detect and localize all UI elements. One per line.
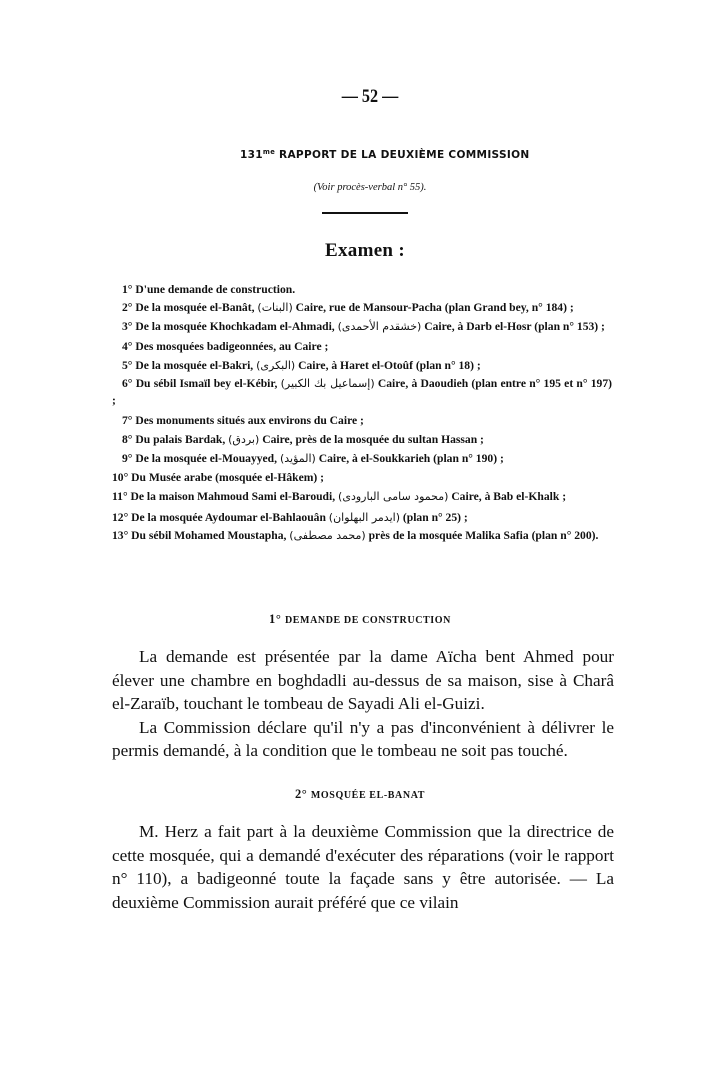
agenda-item bbox=[112, 527, 612, 544]
item-arabic-name: (ايدمر البهلوان) bbox=[328, 511, 400, 524]
item-text: De la mosquée el-Mouayyed, bbox=[135, 452, 278, 465]
item-location: Caire, à Daoudieh (plan entre n° 195 et n° 197) ; bbox=[112, 377, 612, 407]
item-location: (plan n° 25) ; bbox=[402, 511, 468, 524]
item-arabic-name: (إسماعيل بك الكبير) bbox=[280, 377, 375, 390]
agenda-item bbox=[112, 411, 612, 430]
item-arabic-name: (البكرى) bbox=[256, 359, 296, 372]
divider-rule bbox=[322, 212, 408, 214]
agenda-item bbox=[112, 449, 612, 468]
item-arabic-name: (محمد مصطفى) bbox=[289, 529, 366, 542]
item-text: Des monuments situés aux environs du Caire ; bbox=[135, 414, 364, 427]
report-number-suffix: me bbox=[262, 148, 276, 156]
agenda-item bbox=[112, 430, 612, 449]
item-number: 5° bbox=[122, 359, 133, 372]
paragraph: La demande est présentée par la dame Aïcha bent Ahmed pour élever une chambre en boghdadli au-dessus de sa maison, sise à Charâ el-Zaraïb, touchant le tombeau de Sayadi Ali el-Guizi. bbox=[112, 647, 614, 713]
examen-heading: Examen : bbox=[325, 240, 405, 261]
item-text: Des mosquées badigeonnées, au Caire ; bbox=[135, 340, 329, 353]
section-heading bbox=[0, 612, 720, 627]
item-number: 7° bbox=[122, 414, 133, 427]
item-location: Caire, à el-Soukkarieh (plan n° 190) ; bbox=[318, 452, 504, 465]
item-text: De la maison Mahmoud Sami el-Baroudi, bbox=[130, 490, 336, 503]
item-number: 4° bbox=[122, 340, 133, 353]
item-number: 6° bbox=[122, 377, 133, 390]
report-title-text: RAPPORT DE LA DEUXIÈME COMMISSION bbox=[275, 148, 530, 161]
agenda-item bbox=[112, 280, 612, 299]
item-number: 8° bbox=[122, 433, 133, 446]
item-text: De la mosquée Aydoumar el-Bahlaouân bbox=[131, 511, 326, 524]
item-text: Du sébil Mohamed Moustapha, bbox=[131, 529, 287, 542]
agenda-item bbox=[112, 337, 612, 356]
item-number: 13° bbox=[112, 529, 129, 542]
agenda-item bbox=[112, 356, 612, 375]
section-body bbox=[112, 645, 614, 763]
item-location: Caire, à Haret el-Otoûf (plan n° 18) ; bbox=[298, 359, 481, 372]
section-title: DEMANDE DE CONSTRUCTION bbox=[284, 615, 451, 626]
item-number: 10° bbox=[112, 471, 129, 484]
item-text: De la mosquée el-Banât, bbox=[135, 301, 255, 314]
item-text: De la mosquée Khochkadam el-Ahmadi, bbox=[135, 320, 335, 333]
agenda-item bbox=[112, 487, 612, 506]
agenda-item bbox=[112, 299, 612, 316]
item-location: Caire, à Darb el-Hosr (plan n° 153) ; bbox=[424, 320, 605, 333]
report-title bbox=[240, 148, 530, 161]
paragraph: M. Herz a fait part à la deuxième Commission que la directrice de cette mosquée, qui a demandé d'exécuter des réparations (voir le rapport n° 110), a badigeonné toute la façade sans y être autorisée. — La deuxième Commission aurait préféré que ce vilain bbox=[112, 822, 614, 912]
item-text: D'une demande de construction. bbox=[135, 283, 296, 296]
paragraph: La Commission déclare qu'il n'y a pas d'inconvénient à délivrer le permis demandé, à la condition que le tombeau ne soit pas touché. bbox=[112, 717, 614, 760]
item-text: Du sébil Ismaïl bey el-Kébir, bbox=[135, 377, 278, 390]
item-location: Caire, à Bab el-Khalk ; bbox=[451, 490, 567, 503]
agenda-item bbox=[112, 318, 612, 335]
section-heading bbox=[0, 787, 720, 802]
item-number: 12° bbox=[112, 511, 129, 524]
item-text: De la mosquée el-Bakri, bbox=[135, 359, 254, 372]
page-number: — 52 — bbox=[341, 86, 399, 107]
agenda-item bbox=[112, 375, 612, 409]
item-location: Caire, près de la mosquée du sultan Hassan ; bbox=[262, 433, 484, 446]
item-text: Du palais Bardak, bbox=[135, 433, 226, 446]
item-arabic-name: (خشقدم الأحمدى) bbox=[337, 320, 422, 333]
section-number: 2° bbox=[294, 787, 308, 801]
agenda-item bbox=[112, 508, 612, 527]
section-title: MOSQUÉE EL-BANAT bbox=[310, 790, 426, 801]
section-number: 1° bbox=[269, 612, 282, 626]
item-number: 2° bbox=[122, 301, 133, 314]
agenda-item bbox=[112, 468, 612, 487]
item-number: 11° bbox=[112, 490, 128, 503]
item-arabic-name: (محمود سامى البارودى) bbox=[338, 490, 449, 503]
item-location: près de la mosquée Malika Safia (plan n° 200). bbox=[368, 529, 599, 542]
section-body bbox=[112, 820, 614, 914]
item-number: 3° bbox=[122, 320, 133, 333]
report-number: 131 bbox=[240, 148, 263, 161]
item-arabic-name: (بردق) bbox=[228, 433, 260, 446]
item-number: 9° bbox=[122, 452, 133, 465]
item-location: Caire, rue de Mansour-Pacha (plan Grand bey, n° 184) ; bbox=[295, 301, 574, 314]
agenda-list bbox=[112, 280, 612, 546]
item-text: Du Musée arabe (mosquée el-Hâkem) ; bbox=[131, 471, 325, 484]
item-arabic-name: (المؤيد) bbox=[279, 452, 316, 465]
report-reference: (Voir procès-verbal n° 55). bbox=[313, 182, 427, 193]
item-arabic-name: (البنات) bbox=[257, 301, 293, 314]
item-number: 1° bbox=[122, 283, 133, 296]
